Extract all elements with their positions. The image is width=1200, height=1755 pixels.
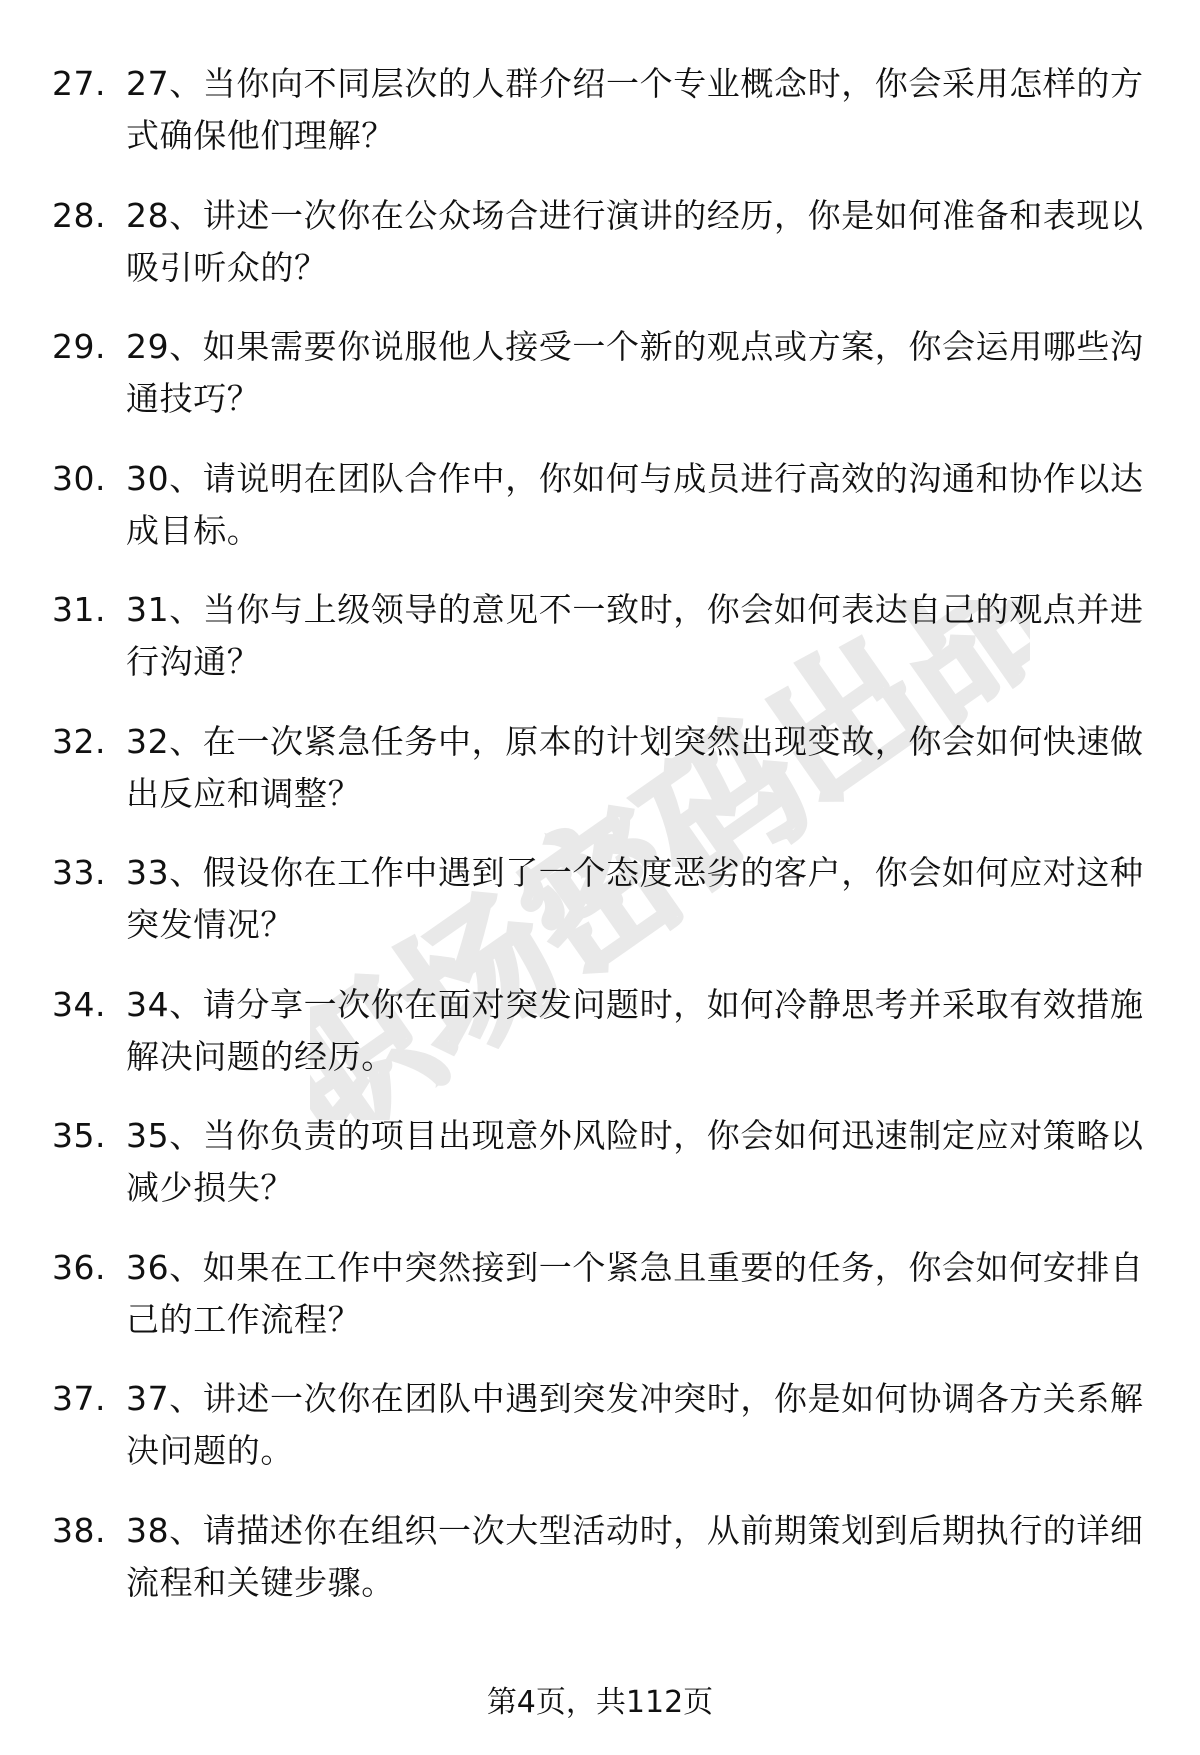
question-number: 37. xyxy=(52,1379,106,1418)
question-item xyxy=(52,584,1152,716)
question-item xyxy=(52,321,1152,453)
question-item xyxy=(52,1110,1152,1242)
question-number: 27. xyxy=(52,64,106,103)
question-text: 33、假设你在工作中遇到了一个态度恶劣的客户，你会如何应对这种突发情况？ xyxy=(126,853,1144,944)
question-text: 27、当你向不同层次的人群介绍一个专业概念时，你会采用怎样的方式确保他们理解？ xyxy=(126,64,1144,155)
question-number: 34. xyxy=(52,984,106,1024)
question-item xyxy=(52,847,1152,979)
question-number: 33. xyxy=(52,853,106,892)
question-number: 29. xyxy=(52,327,106,366)
question-number: 35. xyxy=(52,1116,106,1155)
question-item xyxy=(52,1505,1152,1637)
question-number: 36. xyxy=(52,1247,106,1287)
question-item xyxy=(52,1373,1152,1505)
question-text: 38、请描述你在组织一次大型活动时，从前期策划到后期执行的详细流程和关键步骤。 xyxy=(126,1510,1144,1602)
question-number: 30. xyxy=(52,458,106,498)
question-text: 37、讲述一次你在团队中遇到突发冲突时，你是如何协调各方关系解决问题的。 xyxy=(126,1379,1144,1470)
question-text: 29、如果需要你说服他人接受一个新的观点或方案，你会运用哪些沟通技巧？ xyxy=(126,327,1144,418)
question-list xyxy=(52,58,1152,1636)
question-number: 38. xyxy=(52,1510,106,1550)
question-text: 35、当你负责的项目出现意外风险时，你会如何迅速制定应对策略以减少损失？ xyxy=(126,1116,1144,1207)
question-item xyxy=(52,58,1152,190)
question-text: 30、请说明在团队合作中，你如何与成员进行高效的沟通和协作以达成目标。 xyxy=(126,458,1144,550)
question-text: 34、请分享一次你在面对突发问题时，如何冷静思考并采取有效措施解决问题的经历。 xyxy=(126,984,1144,1076)
question-item xyxy=(52,190,1152,322)
question-number: 31. xyxy=(52,590,106,629)
page-footer: 第4页，共112页 xyxy=(486,1685,714,1720)
question-number: 32. xyxy=(52,721,106,761)
question-item xyxy=(52,453,1152,585)
question-text: 31、当你与上级领导的意见不一致时，你会如何表达自己的观点并进行沟通？ xyxy=(126,590,1144,681)
watermark-text: 职场密码出品 xyxy=(310,600,1030,1120)
question-item xyxy=(52,716,1152,848)
question-text: 36、如果在工作中突然接到一个紧急且重要的任务，你会如何安排自己的工作流程？ xyxy=(126,1247,1144,1339)
question-item xyxy=(52,1242,1152,1374)
question-number: 28. xyxy=(52,195,106,235)
question-item xyxy=(52,979,1152,1111)
question-text: 28、讲述一次你在公众场合进行演讲的经历，你是如何准备和表现以吸引听众的？ xyxy=(126,195,1144,287)
question-text: 32、在一次紧急任务中，原本的计划突然出现变故，你会如何快速做出反应和调整？ xyxy=(126,721,1144,813)
